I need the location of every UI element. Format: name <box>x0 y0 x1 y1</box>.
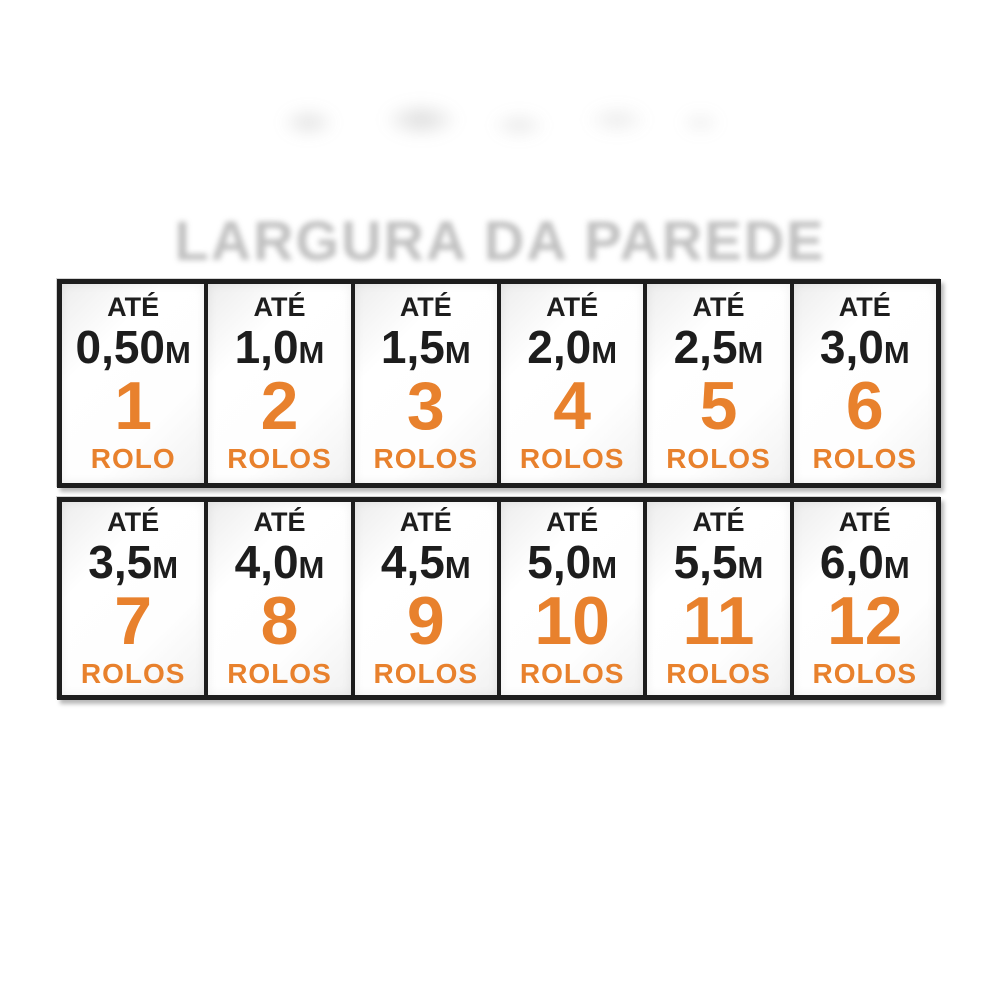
upto-label: ATÉ <box>253 507 306 538</box>
roll-count: 1 <box>114 367 153 444</box>
rolls-label: ROLOS <box>519 443 625 475</box>
table-cell <box>355 502 497 695</box>
roll-count: 2 <box>260 367 299 444</box>
rolls-label: ROLOS <box>812 443 918 475</box>
table-cell <box>501 502 643 695</box>
wall-width-value <box>527 535 618 588</box>
table-cell <box>62 502 204 695</box>
meter-unit: M <box>444 549 471 585</box>
roll-table-row-2 <box>57 497 941 700</box>
meter-unit: M <box>165 334 191 370</box>
table-cell <box>647 502 789 695</box>
wall-width-value <box>234 535 325 588</box>
roll-table-row-1 <box>57 279 941 488</box>
meter-unit: M <box>737 549 764 585</box>
meter-unit: M <box>298 549 325 585</box>
width-number: 3,0 <box>819 320 884 373</box>
upto-label: ATÉ <box>107 507 160 538</box>
wall-width-value <box>75 320 191 373</box>
roll-count: 3 <box>406 367 445 444</box>
wall-width-value <box>88 535 179 588</box>
rolls-label: ROLOS <box>227 443 332 475</box>
roll-count: 12 <box>826 582 903 659</box>
roll-count: 4 <box>553 367 592 444</box>
width-number: 5,5 <box>673 535 738 588</box>
upto-label: ATÉ <box>253 292 306 323</box>
table-cell <box>355 284 497 483</box>
rolls-label: ROLOS <box>373 658 479 690</box>
meter-unit: M <box>883 549 910 585</box>
wall-width-value <box>819 320 910 373</box>
meter-unit: M <box>591 334 618 370</box>
upto-label: ATÉ <box>838 292 891 323</box>
width-number: 2,5 <box>673 320 738 373</box>
table-cell <box>647 284 789 483</box>
roll-count: 11 <box>682 582 755 659</box>
upto-label: ATÉ <box>546 292 599 323</box>
width-number: 4,5 <box>380 535 445 588</box>
rolls-label: ROLOS <box>812 658 918 690</box>
rolls-label: ROLOS <box>666 658 771 690</box>
wall-width-value <box>380 320 471 373</box>
meter-unit: M <box>152 549 179 585</box>
width-number: 1,5 <box>380 320 445 373</box>
upto-label: ATÉ <box>399 292 452 323</box>
meter-unit: M <box>444 334 471 370</box>
wall-width-value <box>527 320 618 373</box>
faded-illegible-text-smudge <box>235 95 725 150</box>
table-cell <box>62 284 204 483</box>
wall-width-value <box>673 320 764 373</box>
width-number: 6,0 <box>819 535 884 588</box>
width-number: 3,5 <box>88 535 153 588</box>
rolls-label: ROLOS <box>519 658 625 690</box>
upto-label: ATÉ <box>546 507 599 538</box>
upto-label: ATÉ <box>692 507 745 538</box>
rolls-label: ROLOS <box>227 658 332 690</box>
table-cell <box>501 284 643 483</box>
table-cell <box>208 502 350 695</box>
width-number: 1,0 <box>234 320 299 373</box>
upto-label: ATÉ <box>107 292 160 323</box>
wall-width-value <box>380 535 471 588</box>
upto-label: ATÉ <box>399 507 452 538</box>
wall-width-value <box>234 320 325 373</box>
rolls-label: ROLO <box>90 443 176 475</box>
roll-count: 6 <box>845 367 884 444</box>
table-cell <box>794 502 936 695</box>
width-number: 0,50 <box>75 320 166 373</box>
rolls-label: ROLOS <box>80 658 186 690</box>
roll-count: 10 <box>534 582 610 659</box>
table-cell <box>208 284 350 483</box>
width-number: 2,0 <box>527 320 592 373</box>
rolls-label: ROLOS <box>373 443 479 475</box>
upto-label: ATÉ <box>838 507 891 538</box>
roll-count: 9 <box>406 582 445 659</box>
wall-width-value <box>819 535 910 588</box>
meter-unit: M <box>737 334 764 370</box>
meter-unit: M <box>591 549 618 585</box>
roll-count: 5 <box>699 367 738 444</box>
upto-label: ATÉ <box>692 292 745 323</box>
table-cell <box>794 284 936 483</box>
width-number: 5,0 <box>527 535 592 588</box>
wall-width-value <box>673 535 764 588</box>
meter-unit: M <box>298 334 325 370</box>
rolls-label: ROLOS <box>666 443 771 475</box>
meter-unit: M <box>883 334 910 370</box>
wall-width-header: LARGURA DA PAREDE <box>174 209 826 272</box>
width-number: 4,0 <box>234 535 299 588</box>
roll-count: 8 <box>260 582 299 659</box>
roll-count: 7 <box>114 582 153 659</box>
